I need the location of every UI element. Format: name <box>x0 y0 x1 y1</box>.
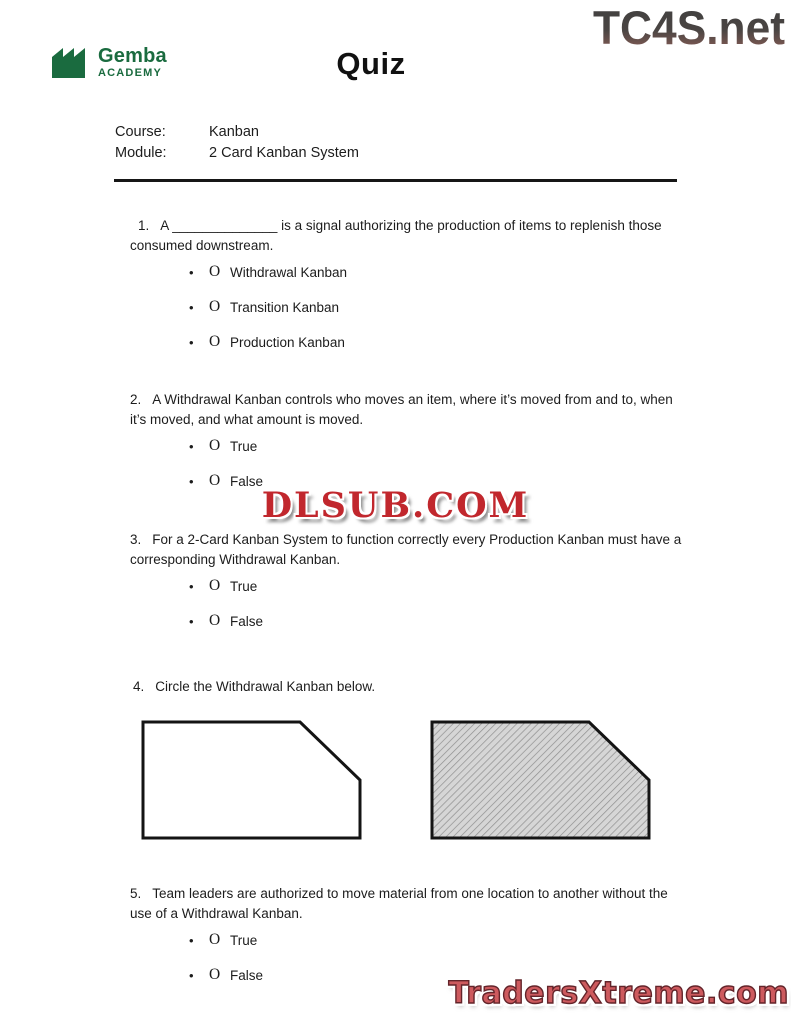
tc4s-watermark-text: TC4S.net <box>593 1 786 54</box>
option-label: False <box>230 474 264 489</box>
radio-circle-icon: O <box>209 577 221 594</box>
question-3 <box>130 530 682 647</box>
question-number: 1. <box>138 218 150 233</box>
question-number: 5. <box>130 886 142 901</box>
kanban-card-outline-icon <box>140 719 363 841</box>
module-label: Module: <box>115 145 167 161</box>
logo-name: Gemba <box>98 44 167 67</box>
option-label: True <box>230 579 258 594</box>
question-1-text <box>130 216 682 256</box>
question-1-options <box>130 263 682 353</box>
option-true <box>130 437 682 457</box>
radio-circle-icon: O <box>209 612 221 629</box>
question-3-options <box>130 577 682 632</box>
option-production-kanban <box>130 333 682 353</box>
question-body: A ______________ is a signal authorizing the production of items to replenish those consumed downstream. <box>130 218 662 253</box>
watermark-tradersxtreme: TradersXtreme.com <box>448 976 789 1011</box>
question-1 <box>130 216 682 368</box>
bullet-icon: • <box>189 265 194 280</box>
question-body: For a 2-Card Kanban System to function correctly every Production Kanban must have a corresponding Withdrawal Kanban. <box>130 532 682 567</box>
radio-circle-icon: O <box>209 333 221 350</box>
course-meta <box>115 122 359 164</box>
bullet-icon: • <box>189 968 194 983</box>
question-body: A Withdrawal Kanban controls who moves an item, where it’s moved from and to, when it’s moved, and what amount is moved. <box>130 392 673 427</box>
question-body: Circle the Withdrawal Kanban below. <box>155 679 376 694</box>
option-label: Withdrawal Kanban <box>230 265 348 280</box>
module-value: 2 Card Kanban System <box>209 145 359 161</box>
option-label: True <box>230 933 258 948</box>
question-number: 2. <box>130 392 142 407</box>
question-body: Team leaders are authorized to move material from one location to another without the use of a Withdrawal Kanban. <box>130 886 668 921</box>
option-label: True <box>230 439 258 454</box>
bullet-icon: • <box>189 300 194 315</box>
header-divider <box>114 179 677 182</box>
bullet-icon: • <box>189 579 194 594</box>
course-label: Course: <box>115 124 166 140</box>
radio-circle-icon: O <box>209 472 221 489</box>
radio-circle-icon: O <box>209 966 221 983</box>
course-value: Kanban <box>209 124 259 140</box>
question-number: 3. <box>130 532 142 547</box>
bullet-icon: • <box>189 614 194 629</box>
radio-circle-icon: O <box>209 263 221 280</box>
course-row <box>115 122 359 143</box>
question-number: 4. <box>133 679 145 694</box>
option-withdrawal-kanban <box>130 263 682 283</box>
kanban-card-plain-shape <box>140 719 363 846</box>
bullet-icon: • <box>189 933 194 948</box>
question-4-text <box>130 677 682 697</box>
bullet-icon: • <box>189 474 194 489</box>
option-label: False <box>230 968 264 983</box>
module-row <box>115 143 359 164</box>
kanban-card-hatched-icon <box>429 719 652 841</box>
option-label: False <box>230 614 264 629</box>
logo-subtitle: ACADEMY <box>98 66 163 79</box>
option-label: Production Kanban <box>230 335 345 350</box>
question-3-text <box>130 530 682 570</box>
radio-circle-icon: O <box>209 437 221 454</box>
option-true <box>130 931 682 951</box>
question-5-text <box>130 884 682 924</box>
bullet-icon: • <box>189 335 194 350</box>
question-2-text <box>130 390 682 430</box>
option-transition-kanban <box>130 298 682 318</box>
question-4 <box>130 677 682 704</box>
option-label: Transition Kanban <box>230 300 340 315</box>
bullet-icon: • <box>189 439 194 454</box>
radio-circle-icon: O <box>209 931 221 948</box>
option-false <box>130 612 682 632</box>
question-2-options <box>130 437 682 492</box>
page-title: Quiz <box>336 46 406 81</box>
radio-circle-icon: O <box>209 298 221 315</box>
watermark-dlsub: DLSUB.COM <box>261 485 530 526</box>
kanban-card-hatched-shape <box>429 719 652 846</box>
option-true <box>130 577 682 597</box>
